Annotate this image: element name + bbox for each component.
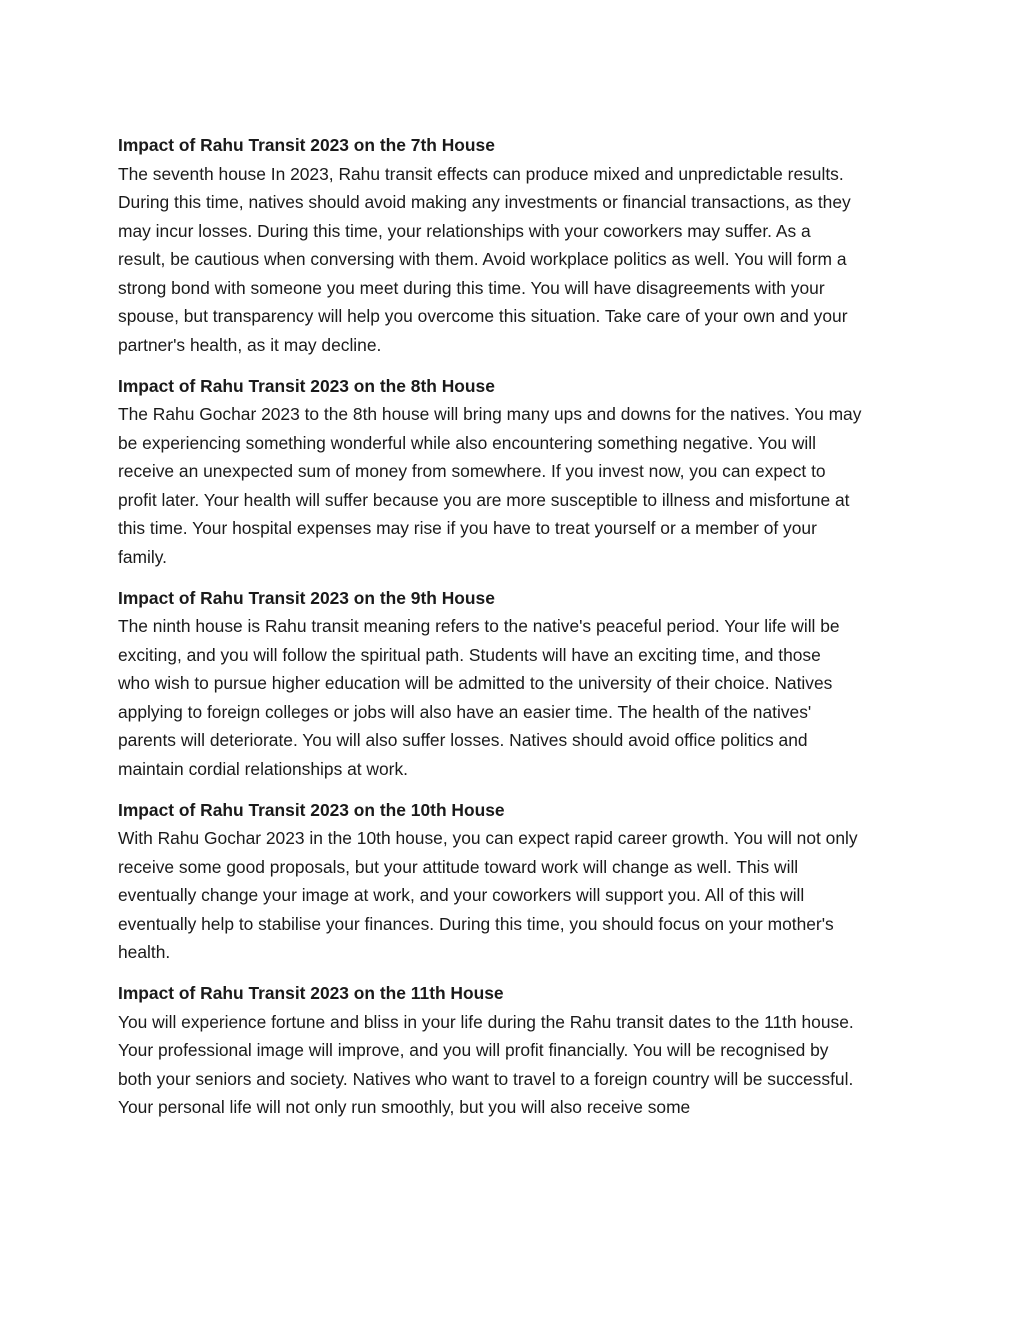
section-8th-house xyxy=(118,372,918,572)
text-line: During this time, natives should avoid making any investments or financial transactions, as they xyxy=(118,192,851,212)
text-line: strong bond with someone you meet during this time. You will have disagreements with your xyxy=(118,277,825,298)
text-line: The Rahu Gochar 2023 to the 8th house will bring many ups and downs for the natives. You may xyxy=(118,404,862,424)
text-line: health. xyxy=(118,942,171,962)
text-line: With Rahu Gochar 2023 in the 10th house, you can expect rapid career growth. You will not only xyxy=(118,828,858,848)
text-line: result, be cautious when conversing with them. Avoid workplace politics as well. You will form a xyxy=(118,249,847,269)
section-paragraph xyxy=(118,612,918,783)
text-line: receive an unexpected sum of money from somewhere. If you invest now, you can expect to xyxy=(118,461,826,481)
text-line: exciting, and you will follow the spiritual path. Students will have an exciting time, and those xyxy=(118,644,821,665)
section-heading: Impact of Rahu Transit 2023 on the 8th House xyxy=(118,375,495,396)
text-line: Your professional image will improve, and you will profit financially. You will be recognised by xyxy=(118,1040,829,1060)
text-line: profit later. Your health will suffer because you are more susceptible to illness and misfortune at xyxy=(118,489,850,510)
section-heading: Impact of Rahu Transit 2023 on the 9th House xyxy=(118,587,495,608)
section-9th-house xyxy=(118,584,918,784)
text-line: eventually help to stabilise your finances. During this time, you should focus on your mother's xyxy=(118,913,834,934)
text-line: family. xyxy=(118,546,167,567)
section-heading: Impact of Rahu Transit 2023 on the 11th House xyxy=(118,983,504,1003)
text-line: be experiencing something wonderful while also encountering something negative. You will xyxy=(118,432,817,453)
text-line: The ninth house is Rahu transit meaning refers to the native's peaceful period. Your life will be xyxy=(118,616,840,636)
text-line: may incur losses. During this time, your relationships with your coworkers may suffer. As a xyxy=(118,220,811,241)
section-paragraph xyxy=(118,400,918,571)
text-line: this time. Your hospital expenses may rise if you have to treat yourself or a member of your xyxy=(118,518,817,538)
text-line: who wish to pursue higher education will be admitted to the university of their choice. Natives xyxy=(118,673,833,693)
text-line: You will experience fortune and bliss in your life during the Rahu transit dates to the 11th house. xyxy=(118,1011,854,1032)
text-line: partner's health, as it may decline. xyxy=(118,334,382,355)
text-line: The seventh house In 2023, Rahu transit effects can produce mixed and unpredictable results. xyxy=(118,163,844,184)
section-heading: Impact of Rahu Transit 2023 on the 7th House xyxy=(118,135,495,155)
section-7th-house xyxy=(118,131,918,359)
section-11th-house xyxy=(118,979,918,1122)
section-paragraph xyxy=(118,1008,918,1122)
text-line: receive some good proposals, but your attitude toward work will change as well. This will xyxy=(118,856,799,877)
text-line: both your seniors and society. Natives who want to travel to a foreign country will be successful. xyxy=(118,1068,854,1089)
text-line: Your personal life will not only run smoothly, but you will also receive some xyxy=(118,1097,691,1117)
text-line: spouse, but transparency will help you overcome this situation. Take care of your own and your xyxy=(118,306,848,326)
section-10th-house xyxy=(118,796,918,967)
text-line: applying to foreign colleges or jobs will also have an easier time. The health of the natives' xyxy=(118,701,812,722)
section-heading: Impact of Rahu Transit 2023 on the 10th House xyxy=(118,799,505,820)
text-line: parents will deteriorate. You will also suffer losses. Natives should avoid office politics and xyxy=(118,730,808,750)
section-paragraph xyxy=(118,160,918,360)
text-line: eventually change your image at work, and your coworkers will support you. All of this will xyxy=(118,885,805,905)
text-line: maintain cordial relationships at work. xyxy=(118,758,408,779)
section-paragraph xyxy=(118,824,918,967)
document-page xyxy=(118,131,918,1134)
